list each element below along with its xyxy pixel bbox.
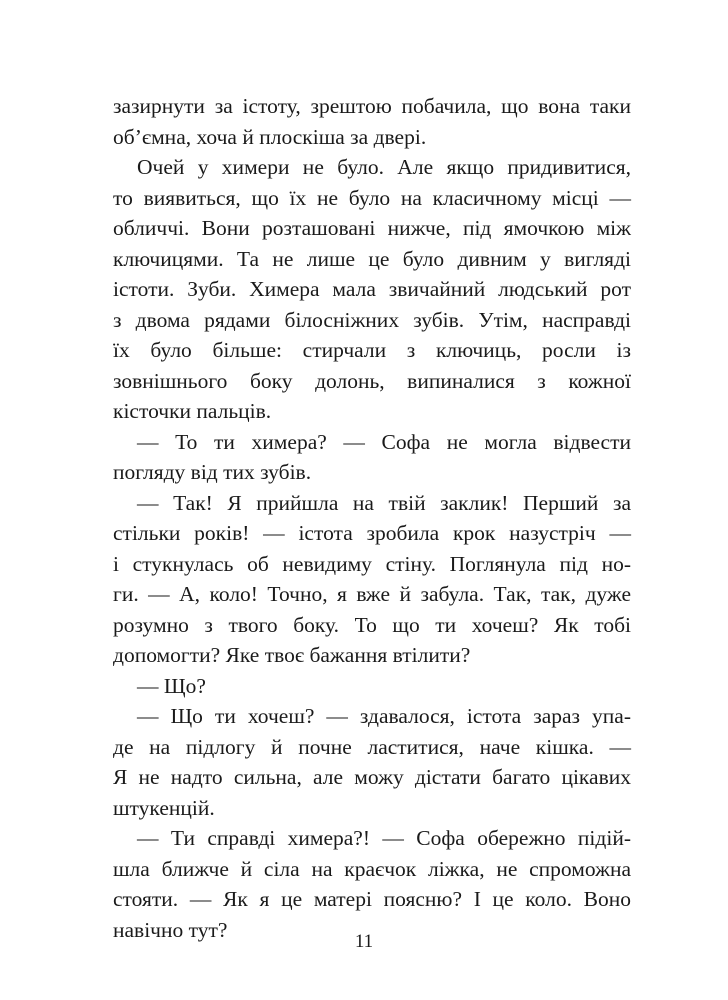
text-line: Очей у химери не було. Але якщо придивитися, [137,155,631,179]
text-line: навічно тут? [113,917,228,942]
text-line: — Що ти хочеш? — здавалося, істота зараз упа- [137,704,631,728]
text-line: об’ємна, хоча й плоскіша за двері. [113,124,427,149]
text-line: — Що? [137,673,206,698]
text-line: ключицями. Та не лише це було дивним у вигляді [113,246,631,271]
text-line: — Так! Я прийшла на твій заклик! Перший за [137,490,631,515]
text-line: Я не надто сильна, але можу дістати багато цікавих [113,765,631,789]
text-line: істоти. Зуби. Химера мала звичайний людський рот [113,277,631,301]
text-line: шла ближче й сіла на краєчок ліжка, не спроможна [113,856,631,881]
text-line: стільки років! — істота зробила крок назустріч — [113,521,631,545]
text-line: допомогти? Яке твоє бажання втілити? [113,643,471,667]
text-line: зовнішнього боку долонь, випиналися з кожної [113,368,631,393]
text-line: обличчі. Вони розташовані нижче, під ямочкою між [113,216,631,240]
text-line: зазирнути за істоту, зрештою побачила, що вона таки [113,94,631,118]
body-text [113,91,631,945]
text-line: — Ти справді химера?! — Софа обережно підій- [137,826,631,850]
text-line: і стукнулась об невидиму стіну. Поглянула під но- [113,551,631,576]
text-line: стояти. — Як я це матері поясню? І це коло. Воно [113,887,631,911]
text-line: кісточки пальців. [113,399,272,423]
text-line: де на підлогу й почне ластитися, наче кішка. — [113,734,631,759]
text-line: — То ти химера? — Софа не могла відвести [137,429,631,454]
text-line: розумно з твого боку. То що ти хочеш? Як тобі [113,612,631,637]
text-line: погляду від тих зубів. [113,460,312,484]
text-line: їх було більше: стирчали з ключиць, росли із [113,338,631,362]
text-line: ги. — А, коло! Точно, я вже й забула. Так, так, дуже [113,582,631,606]
text-line: з двома рядами білосніжних зубів. Утім, насправді [113,307,631,332]
page-number: 11 [354,931,374,952]
text-line: то виявиться, що їх не було на класичному місці — [113,185,631,210]
text-line: штукенцій. [113,795,215,820]
